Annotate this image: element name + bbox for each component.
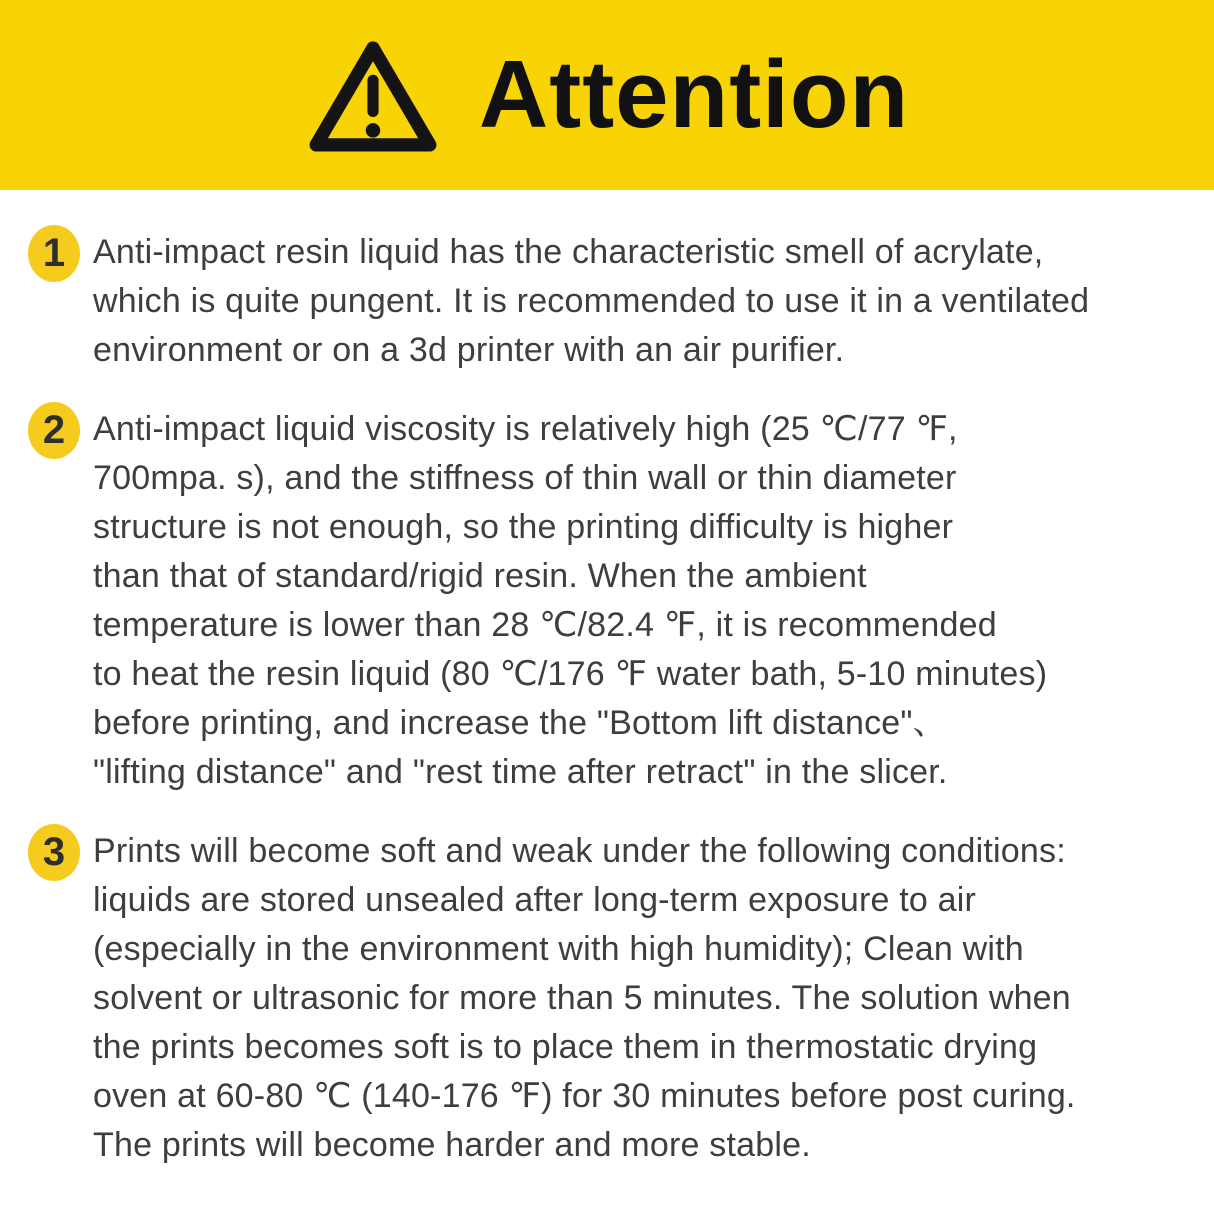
warning-triangle-icon — [305, 38, 441, 156]
item-number-badge: 1 — [28, 225, 80, 282]
text-line: 700mpa. s), and the stiffness of thin wall or thin diameter — [93, 459, 957, 497]
attention-banner — [0, 0, 1214, 190]
notice-item-1 — [28, 228, 1194, 375]
text-line: "lifting distance" and "rest time after retract" in the slicer. — [93, 753, 948, 791]
text-line: structure is not enough, so the printing difficulty is higher — [93, 508, 954, 546]
text-line: environment or on a 3d printer with an air purifier. — [93, 331, 845, 369]
item-number-badge: 2 — [28, 402, 80, 459]
item-text — [93, 228, 1089, 375]
text-line: Anti-impact liquid viscosity is relatively high (25 ℃/77 ℉, — [93, 410, 958, 448]
text-line: which is quite pungent. It is recommended to use it in a ventilated — [93, 282, 1090, 320]
notice-content — [0, 190, 1214, 1170]
notice-item-3 — [28, 827, 1194, 1170]
text-line: to heat the resin liquid (80 ℃/176 ℉ water bath, 5-10 minutes) — [93, 655, 1048, 693]
text-line: (especially in the environment with high humidity); Clean with — [93, 930, 1024, 968]
text-line: Anti-impact resin liquid has the characteristic smell of acrylate, — [93, 233, 1044, 271]
text-line: temperature is lower than 28 ℃/82.4 ℉, it is recommended — [93, 606, 997, 644]
item-text — [93, 827, 1076, 1170]
text-line: than that of standard/rigid resin. When the ambient — [93, 557, 867, 595]
text-line: oven at 60-80 ℃ (140-176 ℉) for 30 minutes before post curing. — [93, 1077, 1076, 1115]
text-line: Prints will become soft and weak under the following conditions: — [93, 832, 1066, 870]
item-text — [93, 405, 1047, 797]
text-line: the prints becomes soft is to place them in thermostatic drying — [93, 1028, 1038, 1066]
text-line: The prints will become harder and more stable. — [93, 1126, 811, 1164]
text-line: liquids are stored unsealed after long-term exposure to air — [93, 881, 977, 919]
banner-title: Attention — [478, 41, 910, 148]
notice-item-2 — [28, 405, 1194, 797]
text-line: before printing, and increase the "Bottom lift distance"、 — [93, 704, 947, 742]
item-number-badge: 3 — [28, 824, 80, 881]
text-line: solvent or ultrasonic for more than 5 minutes. The solution when — [93, 979, 1071, 1017]
